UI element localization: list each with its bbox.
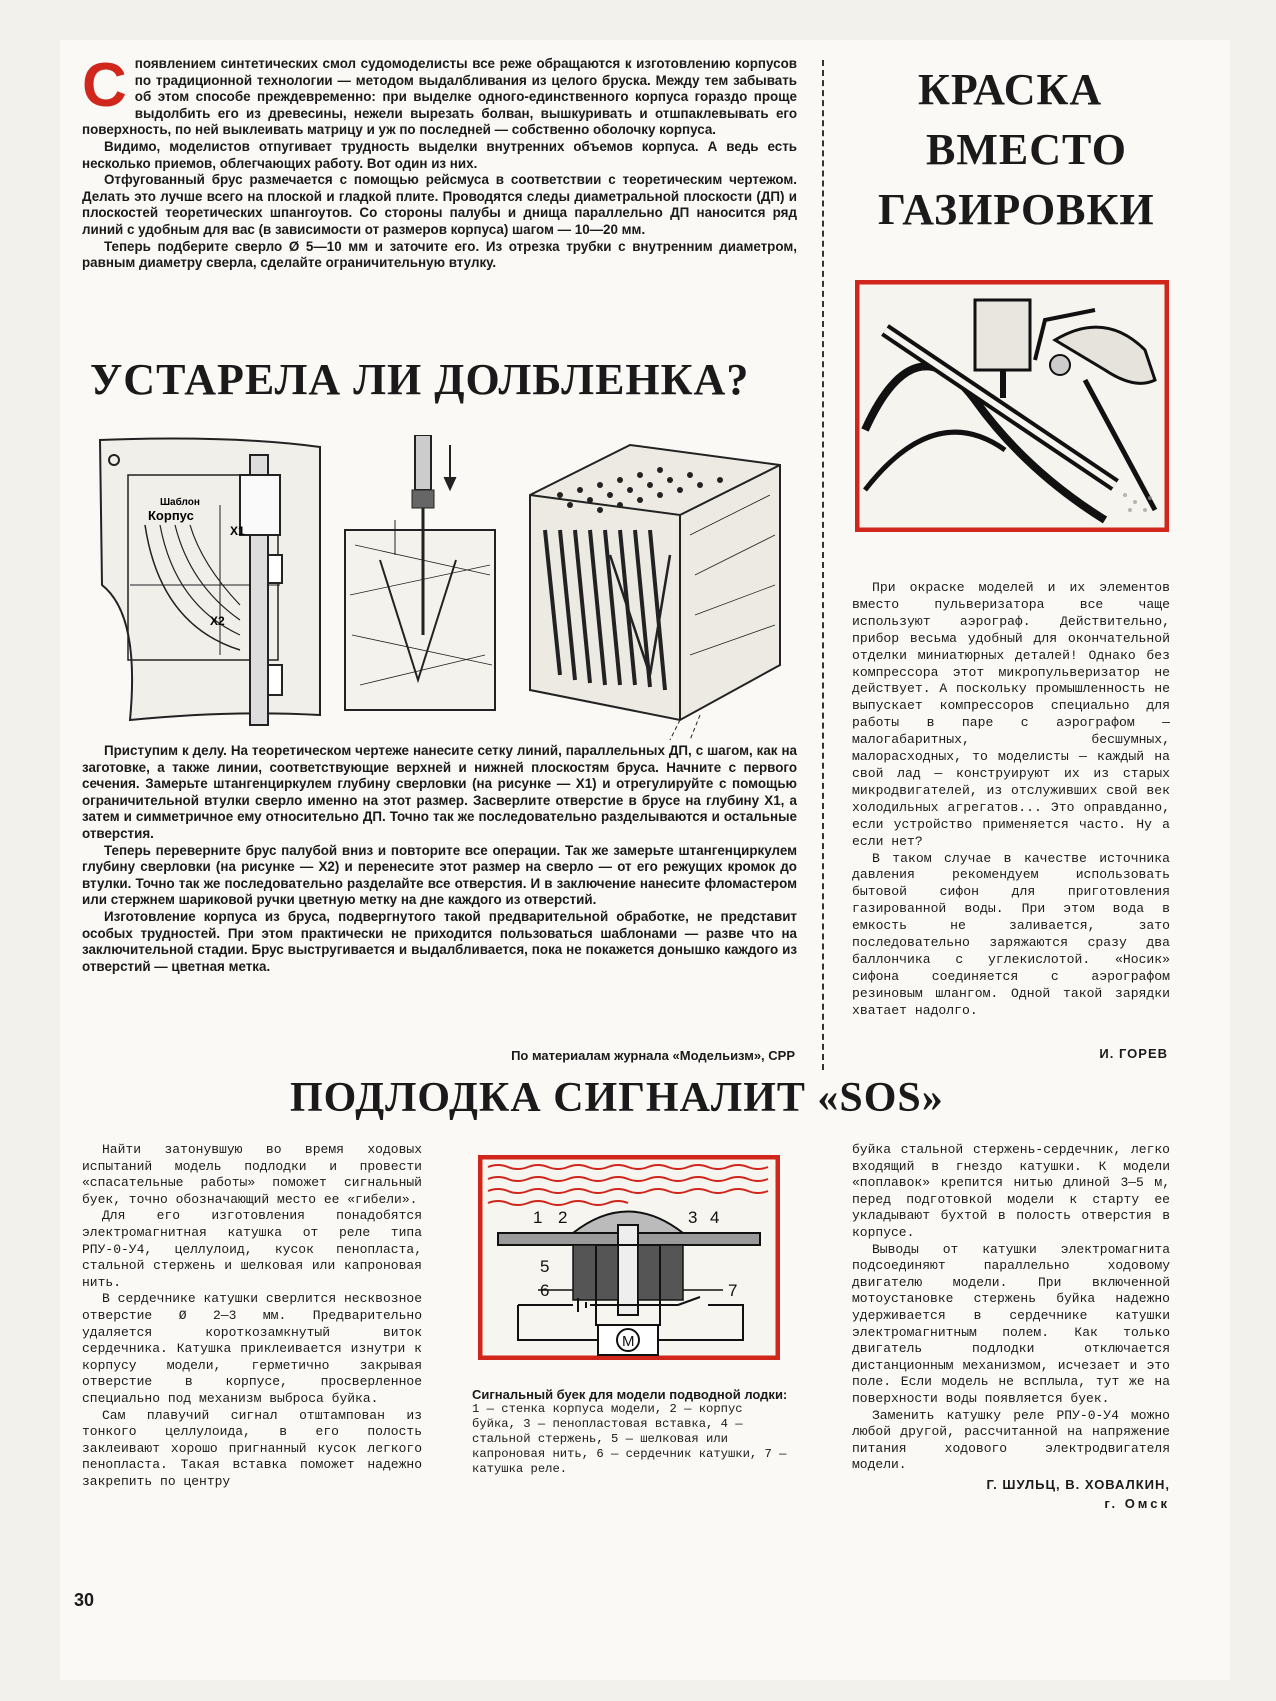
page-number: 30 bbox=[74, 1590, 95, 1610]
hull-drilling-figure bbox=[90, 435, 790, 740]
motor-symbol-label: М bbox=[622, 1333, 635, 1350]
caption-body: 1 — стенка корпуса модели, 2 — корпус буйка, 3 — пенопластовая вставка, 4 — стальной стержень, 5 — шелковая или капроновая нить, 6 — сердечник катушки, 7 — катушка реле. bbox=[472, 1402, 787, 1476]
diagram-label-6: 6 bbox=[540, 1281, 550, 1300]
diagram-label-2: 2 bbox=[558, 1208, 568, 1227]
template-card-illustration bbox=[100, 439, 320, 725]
article1-paragraph-5: Приступим к делу. На теоретическом чертеже нанесите сетку линий, параллельных ДП, с шагом, как на заготовке, а также линии, соответствующие верхней и нижней плоскостям бруса. Начните с первого сечения. Замерьте штангенциркулем глубину сверловки (на рисунке — X1) и отрегулируйте с помощью ограничительной втулки сверло именно на этот размер. Засверлите отверстие в брусе на глубину X1, а затем и симметричное ему относительно ДП. Точно так же последовательно разделываются и остальные отверстия. bbox=[82, 743, 797, 841]
article3-title: ПОДЛОДКА СИГНАЛИТ «SOS» bbox=[290, 1075, 944, 1121]
sos-buoy-diagram bbox=[478, 1155, 780, 1360]
article3-col3-paragraph-2: Выводы от катушки электромагнита подсоединяют параллельно ходовому двигателю модели. При включенной мотоустановке стержень буйка надежно удерживается в сердечнике катушки электромагнитным полем. Как только двигатель подлодки отключается дистанционным механизмом, исчезает и это поле. Если модель не всплыла, тут же на поверхности воды появляется буек. bbox=[852, 1241, 1170, 1406]
article3-col3-paragraph-3: Заменить катушку реле РПУ-0-У4 можно любой другой, рассчитанной на напряжение питания ходового электродвигателя модели. bbox=[852, 1407, 1170, 1473]
article1-paragraph-4: Теперь подберите сверло Ø 5—10 мм и заточите его. Из отрезка трубки с внутренним диаметром, равным диаметру сверла, сделайте ограничительную втулку. bbox=[82, 238, 797, 271]
article1-paragraph-3: Отфугованный брус размечается с помощью рейсмуса в соответствии с теоретическим чертежом. Делать это лучше всего на плоской и гладкой плите. Проводятся следы диаметральной плоскости (ДП) и плоскостей теоретических шпангоутов. Со стороны палубы и днища параллельно ДП наносится ряд линий с удобным для вас (в зависимости от размеров корпуса) шагом — 10—20 мм. bbox=[82, 172, 797, 237]
card-label-template: Шаблон bbox=[160, 497, 200, 508]
airbrush-illustration bbox=[855, 280, 1169, 532]
diagram-label-4: 4 bbox=[710, 1208, 720, 1227]
article3-col1-paragraph-1: Найти затонувшую во время ходовых испытаний модель подлодки и провести «спасательные работы» поможет сигнальный буек, точно обозначающий место ее «гибели». bbox=[82, 1142, 422, 1207]
diagram-label-1: 1 bbox=[533, 1208, 543, 1227]
article3-col3-paragraph-1: буйка стальной стержень-сердечник, легко входящий в гнездо катушки. К модели «поплавок» крепится нитью длиной 3—5 м, перед подготовкой модели к старту ее укладывают бухтой в полость отверстия в корпусе. bbox=[852, 1142, 1170, 1240]
article1-credit: По материалам журнала «Модельизм», СРР bbox=[511, 1048, 795, 1063]
article2-title-line-3: ГАЗИРОВКИ bbox=[878, 185, 1155, 234]
card-label-hull: Корпус bbox=[148, 508, 194, 523]
card-label-x1: X1 bbox=[230, 524, 245, 538]
article3-authors: Г. ШУЛЬЦ, В. ХОВАЛКИН, bbox=[986, 1477, 1170, 1492]
article1-paragraph-2: Видимо, моделистов отпугивает трудность выделки внутренних объемов корпуса. А ведь есть несколько приемов, облегчающих работу. Вот один из них. bbox=[82, 138, 797, 171]
diagram-label-3: 3 bbox=[688, 1208, 698, 1227]
article2-title-line-1: КРАСКА bbox=[918, 65, 1103, 114]
card-label-x2: X2 bbox=[210, 614, 225, 628]
article1-paragraph-6: Теперь переверните брус палубой вниз и повторите все операции. Так же замерьте штангенциркулем глубину сверловки (на рисунке — X2) и перенесите этот размер на сверло — от его режущих кромок до втулки. Точно так же последовательно разделайте все отверстия. И в заключение нанесите фломастером или стержнем шариковой ручки цветную метку на дне каждого из отверстий. bbox=[82, 842, 797, 908]
article2-author: И. ГОРЕВ bbox=[1099, 1046, 1168, 1061]
article3-column-1 bbox=[82, 1142, 422, 1490]
column-divider bbox=[822, 60, 824, 1070]
article2-body bbox=[852, 580, 1170, 1020]
drilled-block-illustration bbox=[530, 445, 780, 740]
article2-paragraph-1: При окраске моделей и их элементов вместо пульверизатора все чаще используют аэрограф. Действительно, прибор весьма удобный для окончательной отделки миниатюрных деталей! Однако без компрессора этот микропульверизатор не действует. А поскольку промышленность не выпускает компрессоров специально для работы в паре с аэрографом — малогабаритных, бесшумных, малорасходных, то моделисты — каждый на свой лад — конструируют их из старых микродвигателей, из отслуживших свой век холодильных агрегатов... Это оправданно, если устройство применяется часто. Ну а если нет? bbox=[852, 580, 1170, 849]
article3-column-3 bbox=[852, 1142, 1170, 1474]
dropcap: С bbox=[82, 51, 127, 120]
article1-intro bbox=[82, 51, 797, 272]
drill-block-illustration bbox=[345, 435, 495, 710]
article1-body bbox=[82, 743, 797, 975]
article3-col1-paragraph-3: В сердечнике катушки сверлится несквозное отверстие Ø 2—3 мм. Предварительно удаляется короткозамкнутый виток сердечника. Катушка приклеивается изнутри к корпусу модели, герметично закрывая отверстие в корпусе, просверленное специально под механизм выброса буйка. bbox=[82, 1291, 422, 1406]
article2-title-line-2: ВМЕСТО bbox=[926, 125, 1127, 174]
diagram-label-5: 5 bbox=[540, 1257, 550, 1276]
buoy-diagram-caption bbox=[472, 1387, 790, 1477]
article1-intro-text: появлением синтетических смол судомоделисты все реже обращаются к изготовлению корпусов по традиционной технологии — методом выдалбливания из целого бруска. Между тем забывать об этом способе преждевременно: при выделке одного-единственного корпуса гораздо проще выдолбить его из древесины, нежели вырезать болван, вышкуривать и отшпаклевывать его поверхность, по ней выклеивать матрицу и уж по последней — собственно оболочку корпуса. bbox=[82, 56, 797, 138]
article3-col1-paragraph-2: Для его изготовления понадобятся электромагнитная катушка от реле типа РПУ-0-У4, целлулоид, кусок пенопласта, стальной стержень и шелковая или капроновая нить. bbox=[82, 1208, 422, 1290]
article2-paragraph-2: В таком случае в качестве источника давления рекомендуем использовать бытовой сифон для приготовления газированной воды. При этом вода в емкость не заливается, зато последовательно заряжаются сразу два баллончика с углекислотой. «Носик» сифона соединяется с аэрографом резиновым шлангом. Одной такой зарядки хватает надолго. bbox=[852, 850, 1170, 1018]
magazine-page bbox=[60, 40, 1230, 1680]
caption-title: Сигнальный буек для модели подводной лодки: bbox=[472, 1387, 788, 1402]
article3-col1-paragraph-4: Сам плавучий сигнал отштампован из тонкого целлулоида, в его полость заклеивают хорошо пригнанный кусок легкого пенопласта. Такая вставка поможет надежно закрепить по центру bbox=[82, 1407, 422, 1489]
article1-title: УСТАРЕЛА ЛИ ДОЛБЛЕНКА? bbox=[90, 355, 750, 404]
article3-city: г. Омск bbox=[1104, 1496, 1170, 1511]
article1-paragraph-7: Изготовление корпуса из бруса, подвергнутого такой предварительной обработке, не представит особых трудностей. При этом практически не приходится пользоваться шаблонами — разве что на заключительной стадии. Брус выстругивается и выдалбливается, пока не покажется донышко каждого из отверстий — цветная метка. bbox=[82, 908, 797, 974]
diagram-label-7: 7 bbox=[728, 1281, 738, 1300]
